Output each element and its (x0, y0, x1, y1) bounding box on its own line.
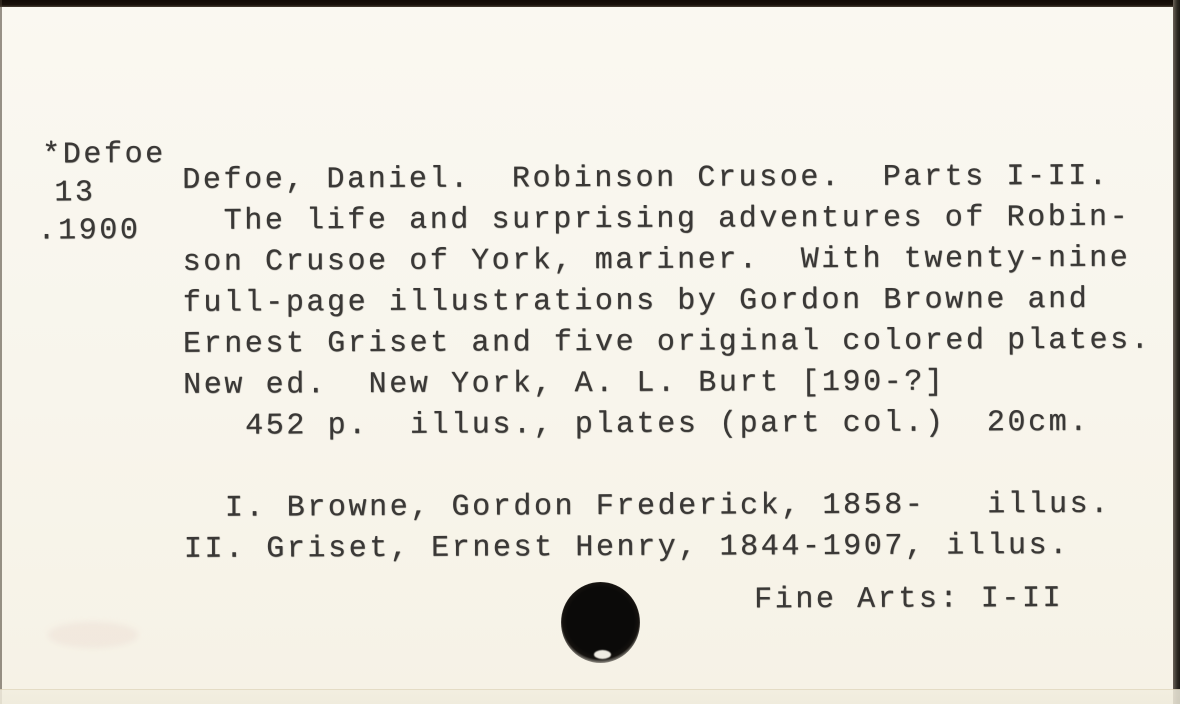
catalog-text-line: Ernest Griset and five original colored plates. (182, 323, 1152, 362)
call-number-line: .1900 (37, 213, 141, 249)
tracing-line: I. Browne, Gordon Frederick, 1858- illus. (183, 487, 1111, 526)
hole-punch-highlight (594, 650, 611, 659)
hole-punch (561, 582, 640, 663)
imprint-line: New ed. New York, A. L. Burt [190-?] (183, 365, 946, 403)
collation-line: 452 p. illus., plates (part col.) 20cm. (183, 405, 1090, 444)
catalog-entry-block (182, 156, 1169, 570)
call-number-line: *Defoe (42, 137, 166, 173)
card-top-edge (0, 0, 1180, 7)
card-left-edge (0, 0, 2, 704)
card-right-edge (1173, 0, 1180, 704)
paper-smudge (48, 622, 138, 648)
catalog-text-line: son Crusoe of York, mariner. With twenty-nine (182, 241, 1131, 280)
subject-heading: Fine Arts: I-II (754, 581, 1064, 618)
catalog-text-line: full-page illustrations by Gordon Browne and (182, 282, 1090, 321)
catalog-text-line: The life and surprising adventures of Robin- (182, 200, 1131, 239)
main-entry-line: Defoe, Daniel. Robinson Crusoe. Parts I-II. (182, 159, 1110, 198)
call-number-line: 13 (54, 176, 96, 211)
blank-line (183, 443, 1168, 488)
tracing-line: II. Griset, Ernest Henry, 1844-1907, illus. (183, 528, 1070, 567)
card-bottom-edge (0, 689, 1180, 704)
